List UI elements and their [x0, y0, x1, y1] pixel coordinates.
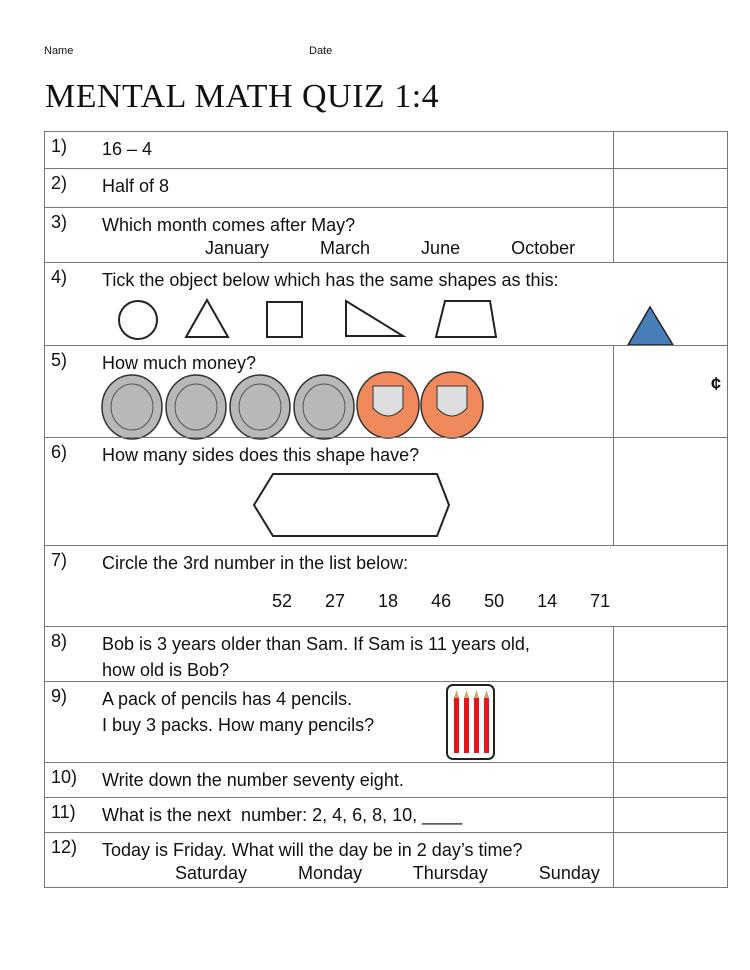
question-row-2: [44, 168, 728, 207]
coins: [45, 346, 495, 438]
dime-coin-icon: [166, 375, 226, 439]
answer-options: Saturday Monday Thursday Sunday: [175, 863, 600, 883]
question-text: Which month comes after May?: [102, 215, 356, 235]
question-row-5: [44, 345, 728, 437]
answer-box[interactable]: [613, 208, 727, 262]
answer-box[interactable]: [613, 169, 727, 207]
penny-coin-icon: [421, 372, 483, 438]
circle-shape-option: [119, 301, 157, 339]
question-row-4: [44, 262, 728, 345]
question-row-3: [44, 207, 728, 262]
question-number: 8): [51, 631, 68, 651]
question-text: Write down the number seventy eight.: [102, 770, 404, 790]
question-number: 7): [51, 550, 68, 570]
question-text: A pack of pencils has 4 pencils. I buy 3 packs. How many pencils?: [102, 689, 375, 735]
answer-box[interactable]: [613, 627, 727, 681]
question-number: 12): [51, 837, 78, 857]
penny-coin-icon: [357, 372, 419, 438]
hexagon-shape-icon: [45, 438, 729, 546]
answer-box[interactable]: [613, 798, 727, 832]
number-list: 52 27 18 46 50 14 71: [272, 591, 611, 611]
question-row-6: [44, 437, 728, 545]
question-row-12: [44, 832, 728, 888]
question-text: Circle the 3rd number in the list below:: [102, 553, 409, 573]
dime-coin-icon: [294, 375, 354, 439]
question-number: 1): [51, 136, 68, 156]
dime-coin-icon: [102, 375, 162, 439]
question-number: 10): [51, 767, 78, 787]
trapezoid-shape-option: [436, 301, 496, 337]
question-text: What is the next number: 2, 4, 6, 8, 10, ____: [102, 805, 463, 825]
cents-symbol: ¢: [710, 374, 721, 394]
question-number: 4): [51, 267, 68, 287]
right-triangle-shape-option: [346, 301, 403, 336]
question-text: Tick the object below which has the same shapes as this:: [102, 270, 559, 290]
triangle-shape-option: [186, 300, 228, 337]
pencil-pack-icon: [445, 682, 505, 762]
question-text: Bob is 3 years older than Sam. If Sam is 11 years old, how old is Bob?: [102, 634, 530, 680]
question-text: How many sides does this shape have?: [102, 445, 420, 465]
question-text: Half of 8: [102, 176, 170, 196]
question-number: 11): [51, 802, 76, 822]
question-row-7: [44, 545, 728, 626]
question-number: 2): [51, 173, 68, 193]
question-number: 5): [51, 350, 68, 370]
question-row-10: [44, 762, 728, 797]
question-text: Today is Friday. What will the day be in 2 day’s time?: [102, 840, 523, 860]
question-text: How much money?: [102, 353, 257, 373]
question-row-1: [44, 131, 728, 168]
question-row-11: [44, 797, 728, 832]
square-shape-option: [267, 302, 302, 337]
question-row-8: [44, 626, 728, 681]
question-number: 3): [51, 212, 68, 232]
answer-box[interactable]: [613, 346, 727, 437]
name-label: Name: [44, 45, 74, 57]
question-row-9: [44, 681, 728, 762]
shape-options: [45, 263, 729, 346]
answer-box[interactable]: [613, 833, 727, 887]
dime-coin-icon: [230, 375, 290, 439]
answer-box[interactable]: [613, 682, 727, 762]
answer-box[interactable]: [613, 132, 727, 168]
page-title: MENTAL MATH QUIZ 1:4: [45, 78, 440, 115]
answer-options: January March June October: [205, 238, 576, 258]
blue-triangle-icon: [628, 307, 673, 345]
date-label: Date: [309, 45, 333, 57]
answer-box[interactable]: [613, 763, 727, 797]
question-number: 6): [51, 442, 68, 462]
question-number: 9): [51, 686, 68, 706]
question-text: 16 – 4: [102, 139, 153, 159]
